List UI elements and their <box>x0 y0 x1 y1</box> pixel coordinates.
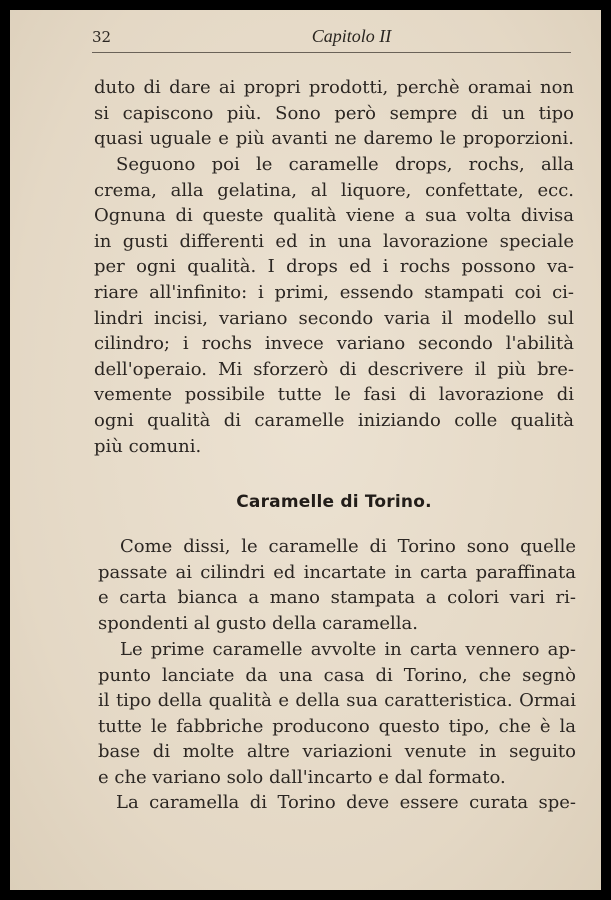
text-line: vemente possibile tutte le fasi di lavorazione di <box>94 384 574 406</box>
paragraph-torino-history <box>98 637 576 791</box>
text-line: duto di dare ai propri prodotti, perchè oramai non <box>94 77 574 98</box>
text-line: tutte le fabbriche producono questo tipo, che è la <box>98 715 576 737</box>
text-line: punto lanciate da una casa di Torino, che segnò <box>98 664 576 686</box>
text-line: riare all'infinito: i primi, essendo stampati coi ci- <box>94 281 574 303</box>
text-line: in gusti differenti ed in una lavorazione speciale <box>94 230 574 252</box>
text-line: dell'operaio. Mi sforzerò di descrivere il più bre- <box>94 358 574 380</box>
text-line: crema, alla gelatina, al liquore, confettate, ecc. <box>94 179 574 201</box>
paragraph-types <box>94 152 574 459</box>
text-line: La caramella di Torino deve essere curata spe- <box>116 792 576 813</box>
page-number: 32 <box>92 28 112 46</box>
text-line: spondenti al gusto della caramella. <box>98 612 419 634</box>
book-page <box>10 10 601 890</box>
text-line: base di molte altre variazioni venute in seguito <box>98 741 576 763</box>
paragraph-continuation <box>94 75 574 152</box>
text-line: più comuni. <box>94 435 202 457</box>
text-line: e carta bianca a mano stampata a colori vari ri- <box>98 587 576 609</box>
text-line: Le prime caramelle avvolte in carta vennero ap- <box>120 639 576 660</box>
text-line: e che variano solo dall'incarto e dal formato. <box>98 766 506 788</box>
paragraph-torino-care <box>116 790 576 816</box>
text-line: Ognuna di queste qualità viene a sua volta divisa <box>94 205 574 227</box>
text-line: quasi uguale e più avanti ne daremo le proporzioni. <box>94 128 574 150</box>
paragraph-torino-definition <box>98 534 576 636</box>
text-line: Come dissi, le caramelle di Torino sono quelle <box>120 536 576 557</box>
page-header <box>92 26 571 53</box>
section-title: Caramelle di Torino. <box>236 492 432 512</box>
text-line: per ogni qualità. I drops ed i rochs possono va- <box>94 256 574 278</box>
text-line: si capiscono più. Sono però sempre di un tipo <box>94 102 574 124</box>
chapter-title: Capitolo II <box>311 26 392 46</box>
text-line: passate ai cilindri ed incartate in carta paraffinata <box>98 561 576 583</box>
text-line: Seguono poi le caramelle drops, rochs, alla <box>116 154 574 175</box>
text-line: lindri incisi, variano secondo varia il modello sul <box>94 307 574 329</box>
text-line: il tipo della qualità e della sua caratteristica. Ormai <box>98 690 576 712</box>
text-line: cilindro; i rochs invece variano secondo l'abilità <box>94 333 574 355</box>
text-line: ogni qualità di caramelle iniziando colle qualità <box>94 409 574 431</box>
